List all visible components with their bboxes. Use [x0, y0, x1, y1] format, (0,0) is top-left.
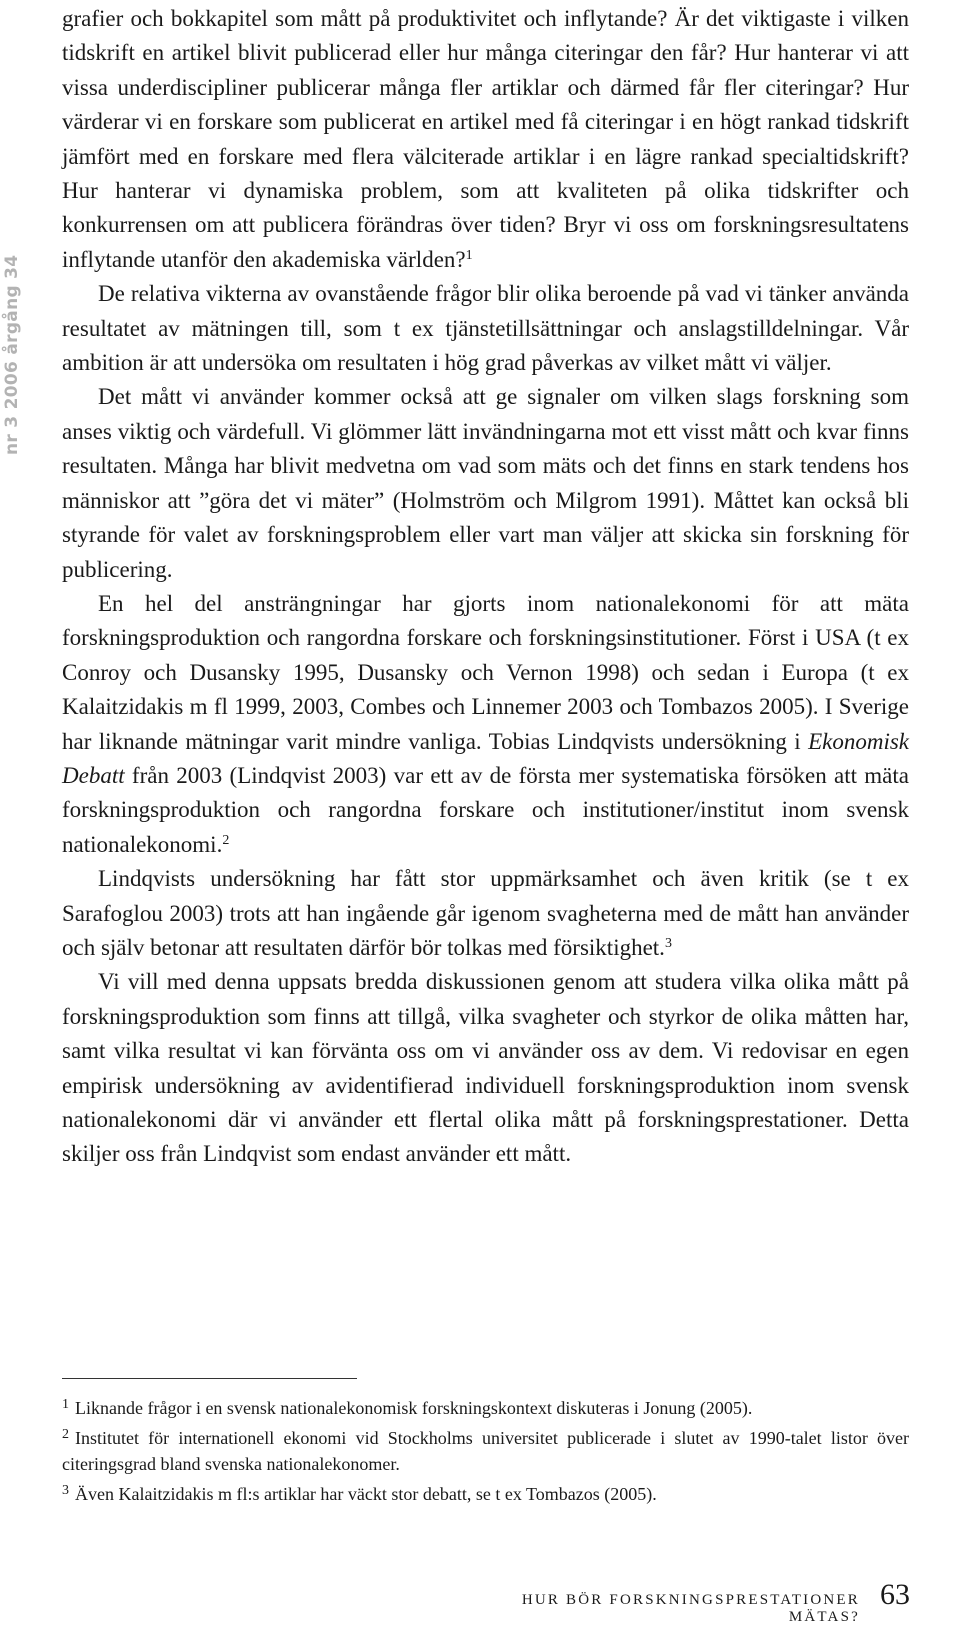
running-head: HUR BÖR FORSKNINGSPRESTATIONER MÄTAS?: [521, 1592, 860, 1625]
footnote-ref-1: 1: [465, 247, 473, 263]
paragraph-1-text: grafier och bokkapitel som mått på produktivitet och inflytande? Är det viktigaste i vilken tidskrift en artikel blivit publicerad eller hur många citeringar den får? Hur hanterar vi att vissa underdiscipliner publicerar många fler artiklar och därmed får fler citeringar? Hur värderar vi en forskare som publicerat en artikel med få citeringar i en högt rankad tidskrift jämfört med en forskare med flera välciterade artiklar i en lägre rankad specialtidskrift? Hur hanterar vi dynamiska problem, som att kvaliteten på olika tidskrifter och konkurrensen om att publicera förändras över tiden? Bryr vi oss om forskningsresultatens inflytande utanför den akademiska världen?: [62, 6, 909, 272]
footnote-number: 1: [62, 1397, 69, 1412]
footnote-2: [62, 1422, 909, 1477]
footnote-1: [62, 1392, 909, 1421]
footnote-number: 3: [62, 1483, 69, 1498]
paragraph-4-text: En hel del ansträngningar har gjorts inom nationalekonomi för att mäta forskningsproduktion och rangordna forskare och forskningsinstitutioner. Först i USA (t ex Conroy och Dusansky 1995, Dusansky och Vernon 1998) och sedan i Europa (t ex Kalaitzidakis m fl 1999, 2003, Combes och Linnemer 2003 och Tombazos 2005). I Sverige har liknande mätningar varit mindre vanliga. Tobias Lindqvists undersökning i: [62, 590, 909, 754]
footnote-text: Även Kalaitzidakis m fl:s artiklar har väckt stor debatt, se t ex Tombazos (2005).: [75, 1484, 657, 1504]
footnotes: [62, 1392, 909, 1508]
paragraph-1: [62, 2, 909, 277]
paragraph-5-text: Lindqvists undersökning har fått stor uppmärksamhet och även kritik (se t ex Sarafoglou 2003) trots att han ingående går igenom svagheterna med de mått han använder och själv betonar att resultaten därför bör tolkas med försiktighet.: [62, 866, 909, 960]
footnote-divider: [62, 1378, 357, 1379]
article-body: [62, 2, 909, 1172]
paragraph-4: [62, 587, 909, 862]
paragraph-3: Det mått vi använder kommer också att ge signaler om vilken slags forskning som anses viktig och värdefull. Vi glömmer lätt invändningarna mot ett visst mått och kvar finns resultaten. Många har blivit medvetna om vad som mäts och det finns en stark tendens hos människor att ”göra det vi mäter” (Holmström och Milgrom 1991). Måttet kan också bli styrande för valet av forskningsproblem eller vart man väljer att skicka sin forskning för publicering.: [62, 384, 909, 582]
footnote-text: Institutet för internationell ekonomi vid Stockholms universitet publicerade i slutet av 1990-talet listor över citeringsgrad bland svenska nationalekonomer.: [62, 1428, 909, 1474]
paragraph-2: De relativa vikterna av ovanstående frågor blir olika beroende på vad vi tänker använda resultatet av mätningen till, som t ex tjänstetillsättningar och anslagstilldelningar. Vår ambition är att undersöka om resultaten i hög grad påverkas av vilket mått vi väljer.: [62, 281, 909, 376]
journal-title: Ekonomisk Debatt: [62, 728, 909, 788]
paragraph-6: Vi vill med denna uppsats bredda diskussionen genom att studera vilka olika mått på forskningsproduktion som finns att tillgå, vilka svagheter och styrkor de olika måtten har, samt vilka resultat vi kan förvänta oss om vi använder oss av dem. Vi redovisar en egen empirisk undersökning av avidentifierad individuell forskningsproduktion inom svensk nationalekonomi där vi använder ett flertal olika mått på forskningsprestationer. Detta skiljer oss från Lindqvist som endast använder ett mått.: [62, 969, 909, 1167]
footnote-number: 2: [62, 1427, 69, 1442]
paragraph-4-text-end: från 2003 (Lindqvist 2003) var ett av de första mer systematiska försöken att mäta forskningsproduktion och rangordna forskare och institutioner/institut inom svensk nationalekonomi.: [62, 762, 909, 857]
page-number: 63: [880, 1578, 910, 1611]
footnote-ref-3: 3: [664, 935, 672, 951]
footnote-ref-2: 2: [222, 832, 230, 848]
footnote-text: Liknande frågor i en svensk nationalekonomisk forskningskontext diskuteras i Jonung (2005).: [75, 1398, 753, 1418]
issue-side-label: nr 3 2006 årgång 34: [2, 254, 22, 455]
paragraph-5: [62, 862, 909, 965]
footnote-3: [62, 1478, 909, 1507]
